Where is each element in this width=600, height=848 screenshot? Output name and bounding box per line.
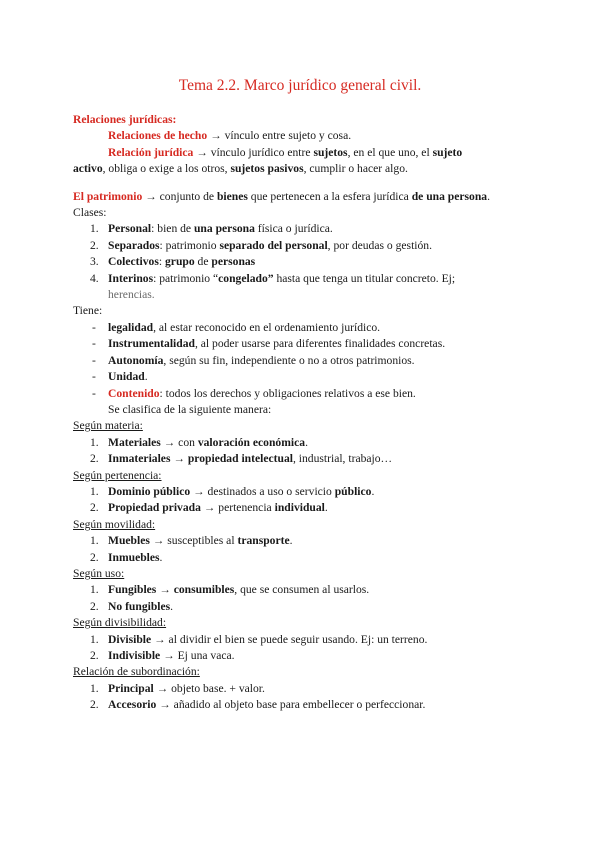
section-heading: Relación de subordinación:: [73, 665, 200, 679]
item-text: hasta que tenga un titular concreto. Ej;: [273, 271, 456, 285]
item-number: 2.: [90, 501, 99, 515]
tiene-list: [73, 320, 543, 418]
juridica-sujetos: sujetos: [313, 145, 348, 159]
item-emph: transporte: [237, 534, 290, 548]
item-text: destinados a uso o servicio: [204, 484, 335, 498]
item-term: Autonomía: [108, 353, 164, 367]
list-item: [73, 533, 543, 549]
patrimonio-persona: de una persona: [411, 189, 488, 203]
item-text: : patrimonio “: [153, 271, 219, 285]
line2-text-b: , obliga o exige a los otros,: [102, 162, 231, 176]
page-title: Tema 2.2. Marco jurídico general civil.: [178, 77, 422, 94]
item-term: Unidad: [108, 370, 145, 384]
dash-bullet: -: [92, 320, 96, 334]
juridica-term: Relación jurídica: [108, 145, 194, 159]
item-text: añadido al objeto base para embellecer o perfeccionar.: [170, 698, 426, 712]
item-emph: separado del personal: [219, 238, 328, 252]
item-number: 2.: [90, 238, 99, 252]
item-emph: individual: [274, 501, 325, 515]
item-number: 1.: [90, 681, 99, 695]
relaciones-hecho: [73, 128, 543, 144]
item-text: , por deudas o gestión.: [327, 238, 432, 252]
line2-text-d: , cumplir o hacer algo.: [303, 162, 408, 176]
item-text: .: [289, 534, 293, 548]
item-number: 2.: [90, 649, 99, 662]
relacion-juridica-cont: [73, 161, 543, 177]
item-number: 2.: [90, 550, 99, 564]
list-item: [73, 320, 543, 336]
item-number: 1.: [90, 583, 99, 597]
list-item: [73, 500, 543, 516]
item-term: Personal: [108, 222, 152, 236]
item-text: .: [159, 550, 163, 564]
item-term: Fungibles → consumibles: [108, 583, 235, 597]
item-number: 2.: [90, 698, 99, 712]
activo-term: activo: [73, 162, 103, 176]
section-list: [73, 435, 543, 468]
juridica-text-a: → vínculo jurídico entre: [193, 145, 314, 159]
item-number: 3.: [90, 255, 99, 269]
list-item: [73, 221, 543, 237]
dash-bullet: -: [92, 353, 96, 367]
item-number: 1.: [90, 435, 99, 449]
item-text: : patrimonio: [159, 238, 220, 252]
item-text: .: [371, 484, 375, 498]
section-list: [73, 681, 543, 714]
item-text: : todos los derechos y obligaciones relativos a ese bien.: [159, 386, 416, 400]
section-heading: Según movilidad:: [73, 517, 156, 531]
list-item: [73, 451, 543, 467]
item-text: , según su fin, independiente o no a otros patrimonios.: [163, 353, 415, 367]
item-text: .: [305, 435, 308, 449]
item-term: Instrumentalidad: [108, 337, 195, 351]
item-text: al dividir el bien se puede seguir usando. Ej: un terreno.: [165, 632, 428, 646]
tiene-label: Tiene:: [73, 304, 103, 318]
list-item: [73, 386, 543, 402]
patrimonio-def-c: que pertenecen a la esfera jurídica: [247, 189, 412, 203]
list-item: [73, 271, 543, 287]
item-text: .: [170, 599, 174, 613]
dash-bullet: -: [92, 370, 96, 384]
hecho-rest: → vínculo entre sujeto y cosa.: [207, 129, 352, 143]
hecho-term: Relaciones de hecho: [108, 129, 208, 143]
item-term: Principal →: [108, 681, 169, 695]
list-item: [73, 353, 543, 369]
list-item: [73, 484, 543, 500]
item-term: Divisible →: [108, 632, 166, 646]
item-text: Ej una vaca.: [174, 649, 235, 662]
item-term: Indivisible →: [108, 649, 175, 662]
item-term: legalidad: [108, 320, 154, 334]
pasivos-term: sujetos pasivos: [230, 162, 304, 176]
list-item: [73, 369, 543, 385]
item-term: Propiedad privada →: [108, 501, 216, 515]
section-list: [73, 484, 543, 517]
item-text: : bien de: [151, 222, 194, 236]
relacion-juridica: [73, 145, 543, 161]
list-item: [73, 632, 543, 648]
list-item: [73, 648, 543, 664]
item-term: Dominio público →: [108, 484, 205, 498]
relaciones-heading: Relaciones jurídicas:: [73, 113, 177, 126]
patrimonio-bienes: bienes: [216, 189, 248, 203]
item-text: .: [144, 370, 148, 384]
item-emph: personas: [211, 255, 256, 269]
patrimonio-def-e: .: [487, 189, 490, 203]
section-heading: Según uso:: [73, 566, 125, 580]
list-item: [73, 681, 543, 697]
juridica-sujeto: sujeto: [432, 145, 463, 159]
clasifica-text: Se clasifica de la siguiente manera:: [108, 402, 272, 416]
clases-label: Clases:: [73, 206, 107, 220]
section-list: [73, 632, 543, 665]
item-number: 1.: [90, 484, 99, 498]
item-term: No fungibles: [108, 599, 171, 613]
item-text: , que se consumen al usarlos.: [234, 583, 370, 597]
item-number: 2.: [90, 599, 99, 613]
list-item: [73, 254, 543, 270]
item-text: pertenencia: [215, 501, 275, 515]
section-list: [73, 582, 543, 615]
item-emph: una persona: [193, 222, 255, 236]
item-text: , al estar reconocido en el ordenamiento jurídico.: [153, 320, 381, 334]
item-term: Interinos: [108, 271, 154, 285]
item-text: física o jurídica.: [254, 222, 333, 236]
item-text: , industrial, trabajo…: [292, 452, 393, 466]
dash-bullet: -: [92, 337, 96, 351]
list-item-continuation: [73, 402, 543, 418]
list-item: [73, 582, 543, 598]
section-heading: Según materia:: [73, 419, 143, 433]
item-text: de: [194, 255, 212, 269]
item-term: Accesorio →: [108, 698, 171, 712]
item-term: Muebles →: [108, 534, 165, 548]
juridica-text-c: , en el que uno, el: [347, 145, 433, 159]
item-term: Contenido: [108, 386, 160, 400]
document-body: [73, 112, 543, 714]
item-text: herencias.: [108, 288, 155, 302]
item-text: objeto base. + valor.: [168, 681, 265, 695]
item-text: .: [324, 501, 328, 515]
item-number: 2.: [90, 452, 99, 466]
list-item: [73, 435, 543, 451]
classification-sections: [73, 418, 543, 713]
item-number: 1.: [90, 632, 99, 646]
item-text: , al poder usarse para diferentes finalidades concretas.: [194, 337, 446, 351]
item-text: con: [175, 435, 198, 449]
item-term: Separados: [108, 238, 160, 252]
section-list: [73, 533, 543, 566]
item-text: susceptibles al: [164, 534, 238, 548]
item-term: Inmateriales → propiedad intelectual: [108, 452, 293, 466]
list-item-continuation: [73, 287, 543, 303]
dash-bullet: -: [92, 386, 96, 400]
item-emph: congelado”: [218, 271, 274, 285]
patrimonio-def-a: → conjunto de: [142, 189, 217, 203]
list-item: [73, 238, 543, 254]
item-emph: valoración económica: [197, 435, 306, 449]
item-text: :: [158, 255, 165, 269]
section-heading: Según divisibilidad:: [73, 616, 167, 630]
section-heading: Según pertenencia:: [73, 468, 162, 482]
item-term: Materiales →: [108, 435, 176, 449]
list-item: [73, 599, 543, 615]
item-term: Inmuebles: [108, 550, 160, 564]
patrimonio-definition: [73, 189, 543, 205]
item-emph: grupo: [165, 255, 195, 269]
item-number: 1.: [90, 534, 99, 548]
clases-list: [73, 221, 543, 303]
list-item: [73, 336, 543, 352]
item-term: Colectivos: [108, 255, 159, 269]
patrimonio-term: El patrimonio: [73, 189, 143, 203]
item-number: 4.: [90, 271, 99, 285]
list-item: [73, 550, 543, 566]
item-number: 1.: [90, 222, 99, 236]
item-emph: público: [334, 484, 372, 498]
list-item: [73, 697, 543, 713]
